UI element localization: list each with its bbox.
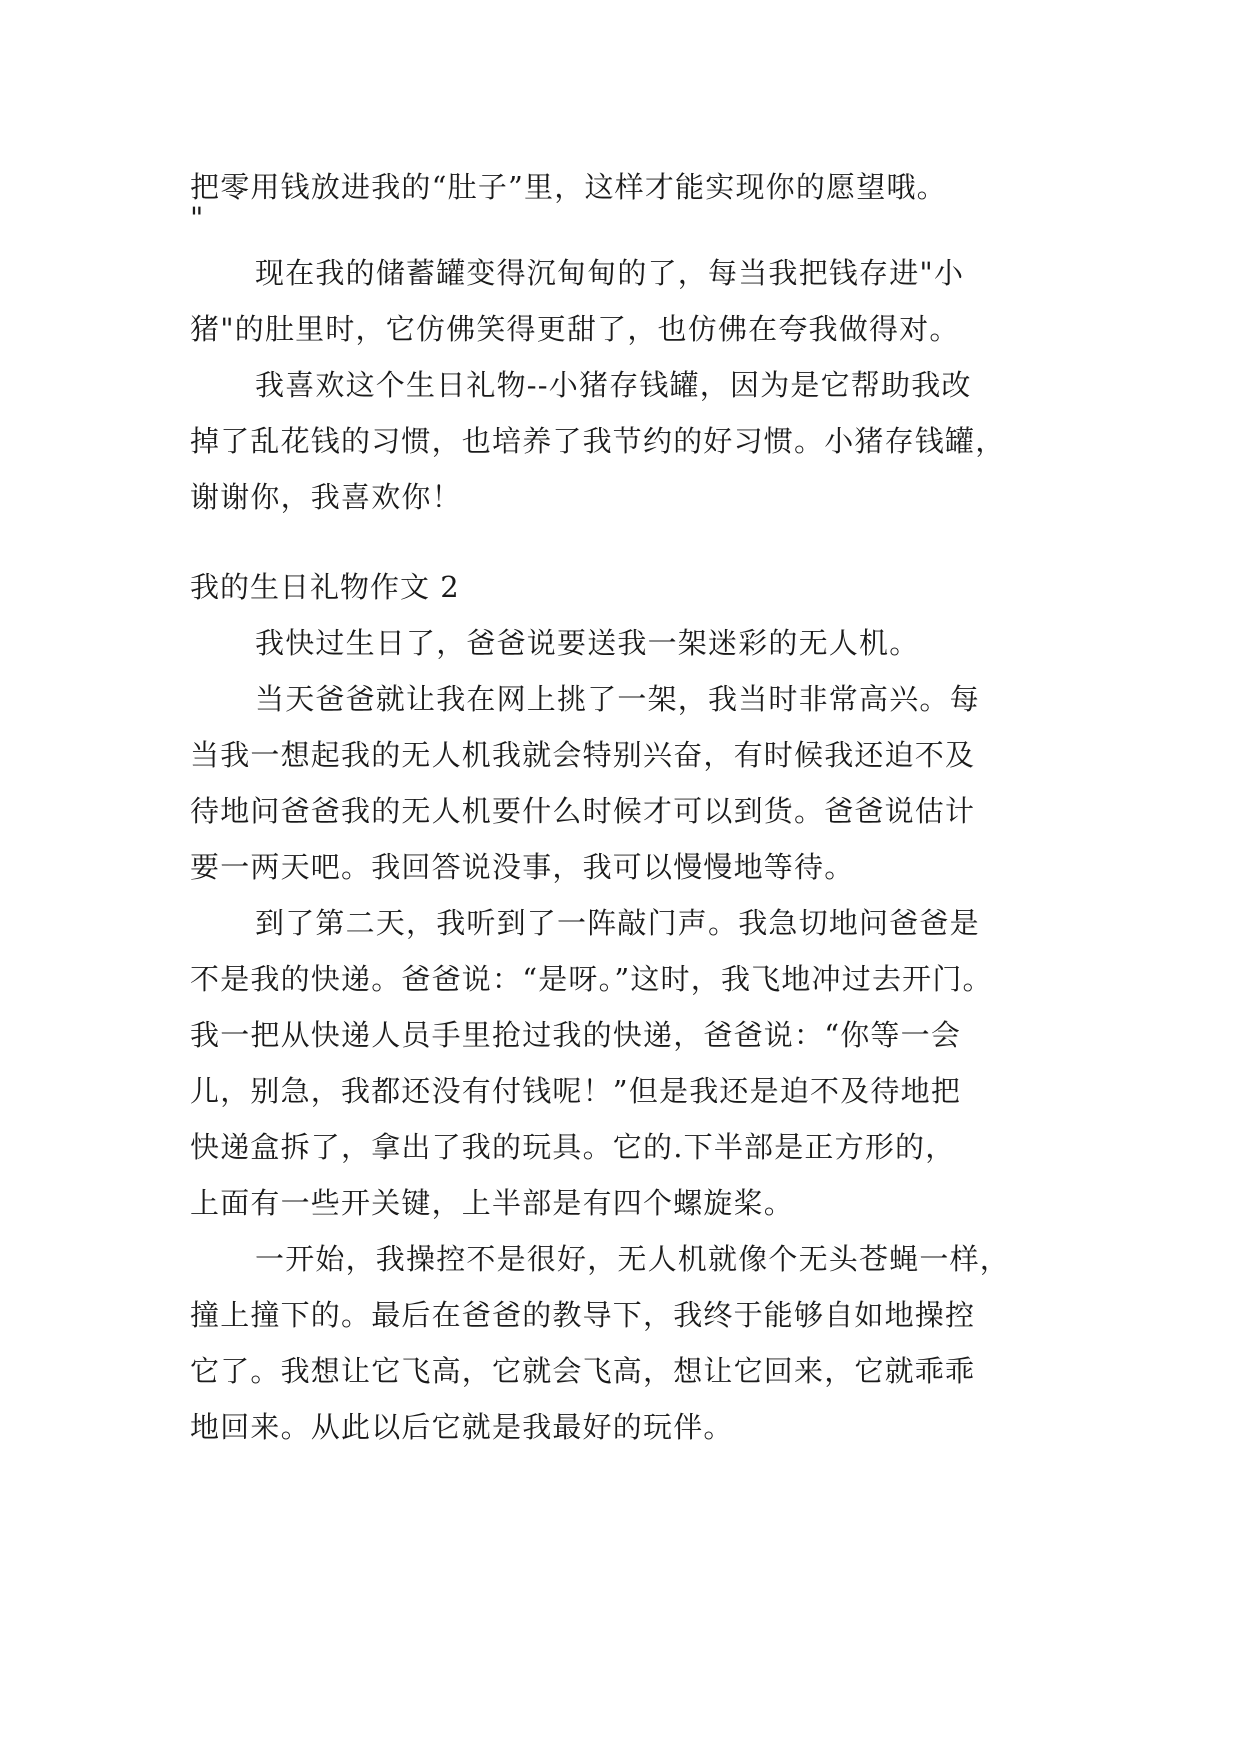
paragraph-line: 一开始，我操控不是很好，无人机就像个无头苍蝇一样， [255,1242,1011,1276]
paragraph-line: 把零用钱放进我的“肚子”里，这样才能实现你的愿望哦。 [190,170,947,204]
paragraph-line: 谢谢你，我喜欢你！ [190,480,462,514]
section-title: 我的生日礼物作文 2 [190,570,460,604]
paragraph-line: 我喜欢这个生日礼物--小猪存钱罐，因为是它帮助我改 [255,368,972,402]
paragraph-line: 我一把从快递人员手里抢过我的快递，爸爸说：“你等一会 [190,1018,962,1052]
paragraph-line: 它了。我想让它飞高，它就会飞高，想让它回来，它就乖乖 [190,1354,976,1388]
paragraph-line: 当天爸爸就让我在网上挑了一架，我当时非常高兴。每 [255,682,980,716]
paragraph-line: 上面有一些开关键，上半部是有四个螺旋桨。 [190,1186,795,1220]
paragraph-line: 待地问爸爸我的无人机要什么时候才可以到货。爸爸说估计 [190,794,976,828]
paragraph-line: 当我一想起我的无人机我就会特别兴奋，有时候我还迫不及 [190,738,976,772]
paragraph-line: 猪"的肚里时，它仿佛笑得更甜了，也仿佛在夸我做得对。 [190,312,960,346]
paragraph-line: 快递盒拆了，拿出了我的玩具。它的.下半部是正方形的， [190,1130,956,1164]
paragraph-line: 撞上撞下的。最后在爸爸的教导下，我终于能够自如地操控 [190,1298,976,1332]
paragraph-line: 现在我的储蓄罐变得沉甸甸的了，每当我把钱存进"小 [255,256,965,290]
paragraph-line: 到了第二天，我听到了一阵敲门声。我急切地问爸爸是 [255,906,980,940]
paragraph-line: 儿，别急，我都还没有付钱呢！”但是我还是迫不及待地把 [190,1074,962,1108]
paragraph-line: 不是我的快递。爸爸说：“是呀。”这时，我飞地冲过去开门。 [190,962,993,996]
paragraph-line: 掉了乱花钱的习惯，也培养了我节约的好习惯。小猪存钱罐， [190,424,1006,458]
paragraph-line: 地回来。从此以后它就是我最好的玩伴。 [190,1410,734,1444]
paragraph-line: 我快过生日了，爸爸说要送我一架迷彩的无人机。 [255,626,920,660]
paragraph-line: 要一两天吧。我回答说没事，我可以慢慢地等待。 [190,850,855,884]
paragraph-line: " [190,201,205,235]
